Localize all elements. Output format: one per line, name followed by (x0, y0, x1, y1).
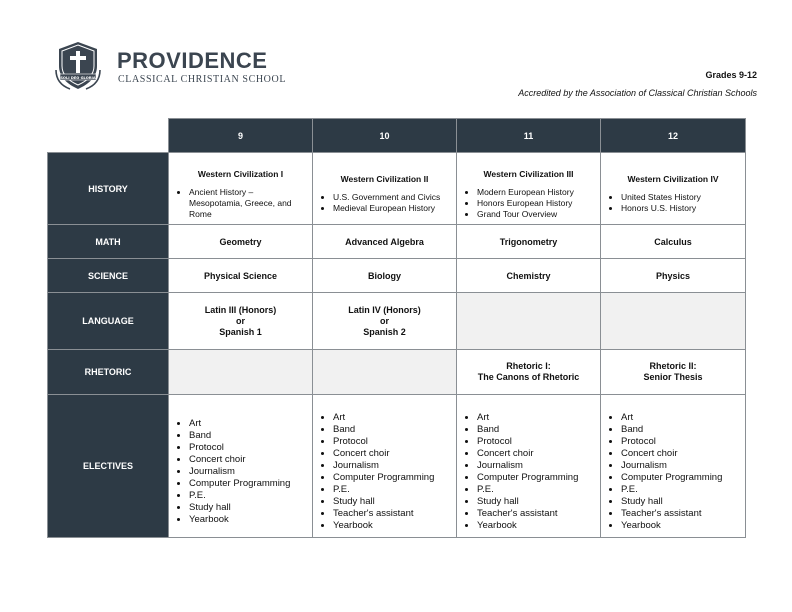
history-course-list (169, 187, 312, 220)
list-item: • Computer Programming (621, 472, 741, 484)
electives-list (601, 412, 745, 532)
list-item: • Yearbook (189, 514, 308, 526)
rhetoric-course (457, 350, 601, 395)
list-item: • Computer Programming (477, 472, 596, 484)
school-name: PROVIDENCE (117, 48, 268, 73)
electives-list (313, 412, 456, 532)
history-cell (457, 153, 601, 225)
language-option: Latin IV (Honors) (348, 304, 421, 315)
list-item: • Protocol (477, 436, 596, 448)
list-item: • Honors U.S. History (621, 203, 741, 214)
shield-cross-icon (52, 40, 104, 92)
history-course-list (313, 192, 456, 214)
row-label-language: LANGUAGE (48, 293, 169, 350)
math-course: Geometry (169, 225, 313, 259)
grades-range: Grades 9-12 (705, 70, 757, 80)
list-item: • P.E. (477, 484, 596, 496)
list-item: • Concert choir (621, 448, 741, 460)
rhetoric-row (48, 350, 746, 395)
language-option: Spanish 1 (219, 326, 262, 337)
electives-list (457, 412, 600, 532)
grade-header: 11 (457, 119, 601, 153)
list-item: • Concert choir (189, 454, 308, 466)
list-item: • Teacher's assistant (333, 508, 452, 520)
electives-cell (457, 395, 601, 538)
list-item: • Journalism (189, 466, 308, 478)
list-item: • Medieval European History (333, 203, 452, 214)
list-item: • Study hall (477, 496, 596, 508)
electives-cell (601, 395, 746, 538)
rhetoric-subtitle: The Canons of Rhetoric (477, 372, 580, 382)
empty-cell (169, 350, 313, 395)
language-option: Latin III (Honors) (204, 304, 277, 315)
rhetoric-course (601, 350, 746, 395)
electives-list (169, 418, 312, 526)
history-row (48, 153, 746, 225)
empty-cell (313, 350, 457, 395)
row-label-rhetoric: RHETORIC (48, 350, 169, 395)
history-course-title: Western Civilization IV (627, 174, 719, 184)
list-item: • Study hall (189, 502, 308, 514)
history-course-title: Western Civilization I (197, 168, 284, 179)
school-subtitle: CLASSICAL CHRISTIAN SCHOOL (118, 74, 287, 85)
history-cell (601, 153, 746, 225)
list-item: • P.E. (333, 484, 452, 496)
list-item: • Study hall (333, 496, 452, 508)
electives-cell (313, 395, 457, 538)
math-row (48, 225, 746, 259)
history-course-title: Western Civilization II (340, 174, 429, 184)
list-item: • Art (621, 412, 741, 424)
grade-header: 12 (601, 119, 746, 153)
list-item: • Protocol (189, 442, 308, 454)
history-course-title: Western Civilization III (483, 168, 574, 179)
math-course: Advanced Algebra (313, 225, 457, 259)
list-item: • U.S. Government and Civics (333, 192, 452, 203)
empty-cell (457, 293, 601, 350)
list-item: • Journalism (333, 460, 452, 472)
list-item: • Computer Programming (189, 478, 308, 490)
math-course: Trigonometry (457, 225, 601, 259)
language-row (48, 293, 746, 350)
list-item: • Yearbook (621, 520, 741, 532)
list-item: • Honors European History (477, 198, 596, 209)
language-option: Spanish 2 (363, 326, 406, 337)
list-item: • P.E. (189, 490, 308, 502)
science-course: Biology (313, 259, 457, 293)
list-item: • Protocol (333, 436, 452, 448)
school-logo (52, 40, 287, 92)
list-item: • Teacher's assistant (477, 508, 596, 520)
grade-header: 10 (313, 119, 457, 153)
list-item: • Band (621, 424, 741, 436)
history-cell (169, 153, 313, 225)
grade-header-row (48, 119, 746, 153)
rhetoric-title: Rhetoric II: (649, 361, 697, 371)
electives-cell (169, 395, 313, 538)
list-item: • Band (477, 424, 596, 436)
list-item: • Grand Tour Overview (477, 209, 596, 220)
science-course: Physical Science (169, 259, 313, 293)
row-label-electives: ELECTIVES (48, 395, 169, 538)
list-item: • Ancient History – Mesopotamia, Greece, and Rome (189, 187, 308, 220)
list-item: • Yearbook (333, 520, 452, 532)
list-item: • Band (189, 430, 308, 442)
science-row (48, 259, 746, 293)
language-course (169, 293, 313, 350)
science-course: Physics (601, 259, 746, 293)
list-item: • Concert choir (333, 448, 452, 460)
history-cell (313, 153, 457, 225)
row-label-history: HISTORY (48, 153, 169, 225)
empty-cell (601, 293, 746, 350)
language-course (313, 293, 457, 350)
math-course: Calculus (601, 225, 746, 259)
rhetoric-title: Rhetoric I: (506, 361, 551, 371)
list-item: • P.E. (621, 484, 741, 496)
row-label-science: SCIENCE (48, 259, 169, 293)
list-item: • United States History (621, 192, 741, 203)
list-item: • Art (333, 412, 452, 424)
rhetoric-subtitle: Senior Thesis (643, 372, 703, 382)
history-course-list (457, 187, 600, 220)
list-item: • Modern European History (477, 187, 596, 198)
list-item: • Concert choir (477, 448, 596, 460)
language-or: or (236, 315, 245, 326)
curriculum-table (47, 118, 746, 538)
electives-row (48, 395, 746, 538)
history-course-list (601, 192, 745, 214)
svg-text:SOLI DEO GLORIA: SOLI DEO GLORIA (60, 75, 96, 80)
list-item: • Protocol (621, 436, 741, 448)
row-label-math: MATH (48, 225, 169, 259)
list-item: • Journalism (477, 460, 596, 472)
language-or: or (380, 315, 389, 326)
list-item: • Yearbook (477, 520, 596, 532)
list-item: • Journalism (621, 460, 741, 472)
list-item: • Study hall (621, 496, 741, 508)
list-item: • Teacher's assistant (621, 508, 741, 520)
list-item: • Computer Programming (333, 472, 452, 484)
grade-header: 9 (169, 119, 313, 153)
list-item: • Band (333, 424, 452, 436)
accreditation-note: Accredited by the Association of Classical Christian Schools (518, 88, 757, 98)
science-course: Chemistry (457, 259, 601, 293)
list-item: • Art (189, 418, 308, 430)
corner-cell (48, 119, 169, 153)
list-item: • Art (477, 412, 596, 424)
